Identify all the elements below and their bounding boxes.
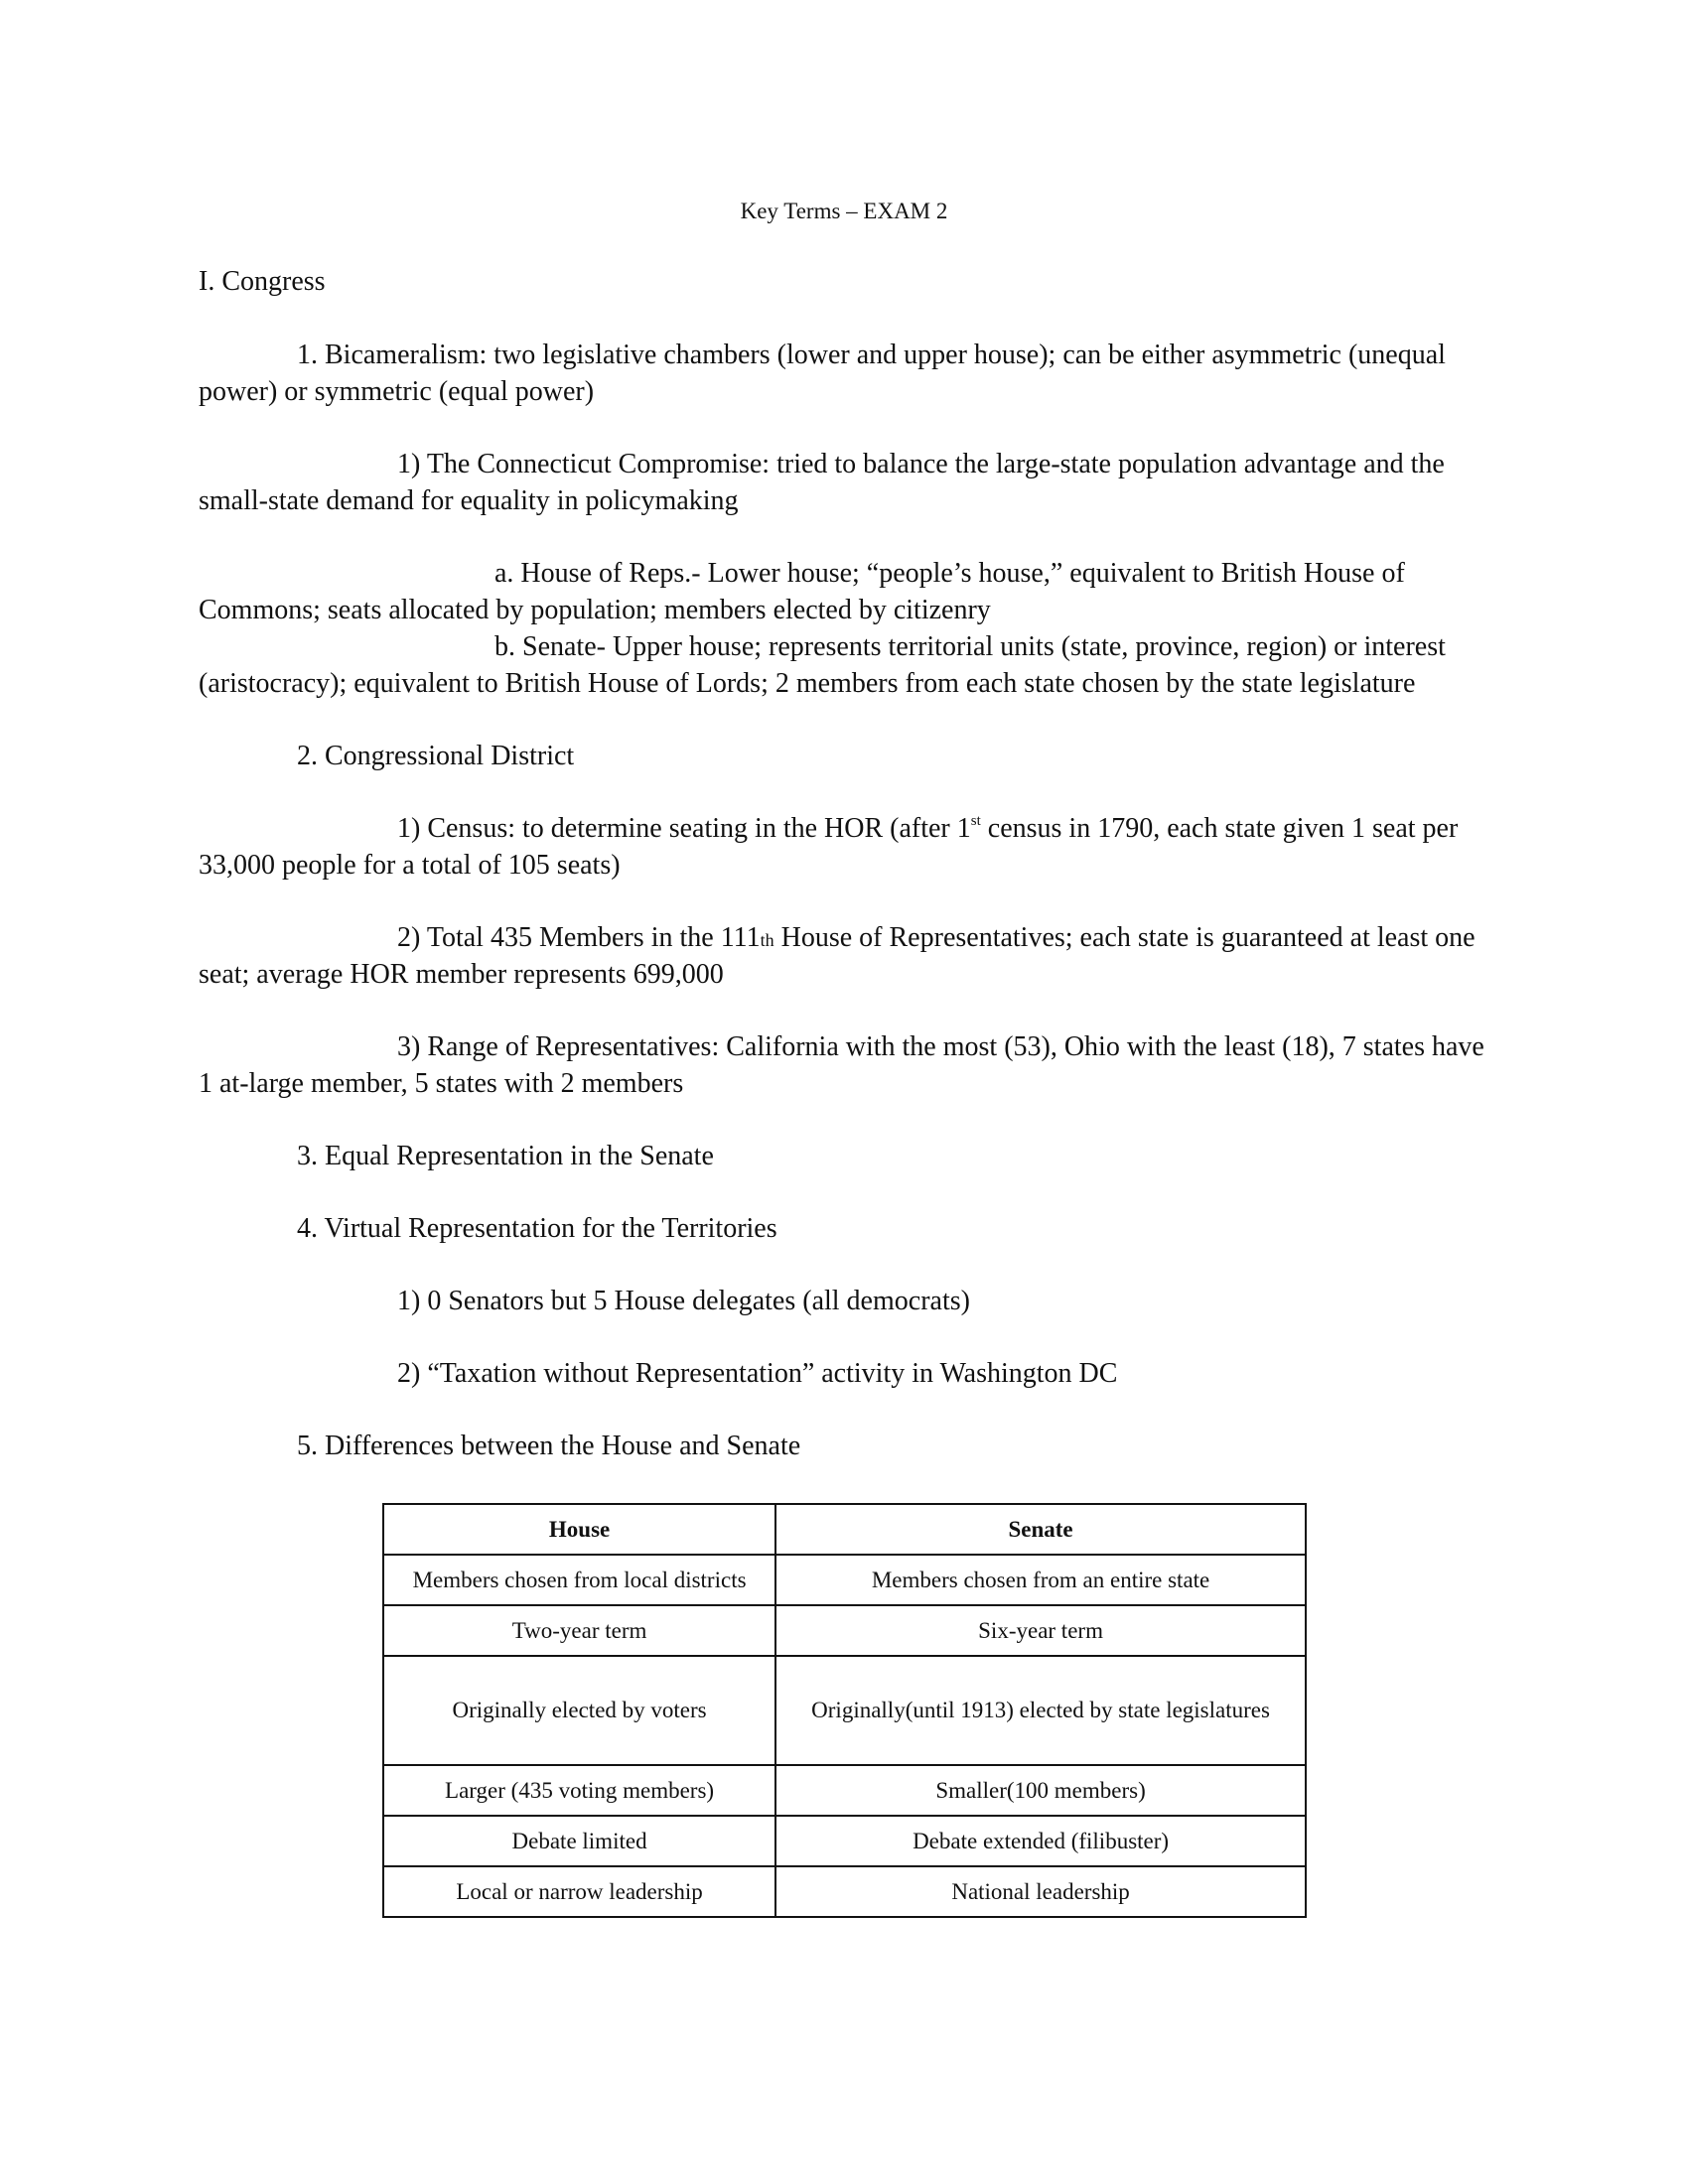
table-cell-house: Members chosen from local districts bbox=[383, 1555, 775, 1605]
table-cell-house: Debate limited bbox=[383, 1816, 775, 1866]
table-cell-senate: Originally(until 1913) elected by state legislatures bbox=[775, 1656, 1306, 1765]
term-census bbox=[199, 810, 1485, 884]
term-house-of-reps: a. House of Reps.- Lower house; “people’s house,” equivalent to British House of Commons; seats allocated by population; members elected by citizenry bbox=[199, 558, 1405, 625]
table-cell-senate: Debate extended (filibuster) bbox=[775, 1816, 1306, 1866]
census-ordinal-suffix: st bbox=[970, 813, 981, 829]
term-total-members bbox=[199, 919, 1485, 993]
table-cell-senate: National leadership bbox=[775, 1866, 1306, 1917]
term-senate: b. Senate- Upper house; represents territorial units (state, province, region) or interest (aristocracy); equivalent to British House of Lords; 2 members from each state chosen by the state legislature bbox=[199, 631, 1446, 699]
table-cell-senate: Smaller(100 members) bbox=[775, 1765, 1306, 1816]
total-members-text-start: 2) Total 435 Members in the 111 bbox=[397, 922, 761, 953]
term-congressional-district: 2. Congressional District bbox=[297, 741, 575, 771]
total-members-text-end: House of Representatives; each state is guaranteed at least one seat; average HOR member represents 699,000 bbox=[199, 922, 1476, 990]
term-virtual-representation: 4. Virtual Representation for the Territories bbox=[297, 1213, 777, 1244]
table-row bbox=[383, 1866, 1306, 1917]
table-cell-house: Local or narrow leadership bbox=[383, 1866, 775, 1917]
document-title: Key Terms – EXAM 2 bbox=[740, 199, 948, 223]
table-cell-house: Two-year term bbox=[383, 1605, 775, 1656]
document-body bbox=[199, 263, 1485, 1464]
table-row bbox=[383, 1555, 1306, 1605]
term-connecticut-compromise: 1) The Connecticut Compromise: tried to balance the large-state population advantage and the small-state demand for equality in policymaking bbox=[199, 449, 1445, 516]
table-header-row bbox=[383, 1504, 1306, 1555]
table-header-senate: Senate bbox=[775, 1504, 1306, 1555]
census-text-start: 1) Census: to determine seating in the HOR (after 1 bbox=[397, 813, 971, 844]
table-row bbox=[383, 1816, 1306, 1866]
table-header-house: House bbox=[383, 1504, 775, 1555]
table-cell-senate: Members chosen from an entire state bbox=[775, 1555, 1306, 1605]
census-text-end: census in 1790, each state given 1 seat per 33,000 people for a total of 105 seats) bbox=[199, 813, 1459, 881]
table-row bbox=[383, 1656, 1306, 1765]
term-taxation-without-representation: 2) “Taxation without Representation” activity in Washington DC bbox=[397, 1358, 1118, 1389]
table-cell-senate: Six-year term bbox=[775, 1605, 1306, 1656]
term-territory-delegates: 1) 0 Senators but 5 House delegates (all democrats) bbox=[397, 1286, 970, 1316]
total-members-ordinal-suffix: th bbox=[760, 930, 774, 950]
term-bicameralism: 1. Bicameralism: two legislative chambers (lower and upper house); can be either asymmetric (unequal power) or symmetric (equal power) bbox=[199, 340, 1446, 407]
term-range-of-representatives: 3) Range of Representatives: California with the most (53), Ohio with the least (18), 7 states have 1 at-large member, 5 states with 2 members bbox=[199, 1031, 1484, 1099]
house-senate-comparison-table bbox=[382, 1503, 1307, 1918]
comparison-table-wrapper bbox=[382, 1503, 1307, 1918]
table-row bbox=[383, 1765, 1306, 1816]
table-cell-house: Larger (435 voting members) bbox=[383, 1765, 775, 1816]
term-house-senate-differences: 5. Differences between the House and Senate bbox=[297, 1431, 801, 1461]
section-heading: I. Congress bbox=[199, 266, 326, 297]
term-equal-representation: 3. Equal Representation in the Senate bbox=[297, 1141, 714, 1171]
table-row bbox=[383, 1605, 1306, 1656]
table-cell-house: Originally elected by voters bbox=[383, 1656, 775, 1765]
